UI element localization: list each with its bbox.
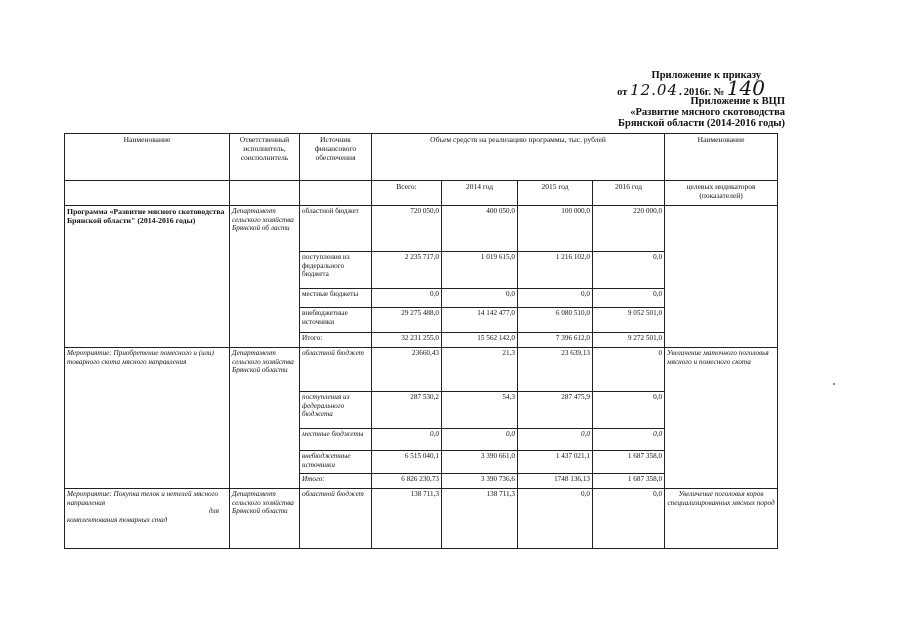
measure2-name-part2: для bbox=[208, 507, 219, 515]
y2016-cell: 0,0 bbox=[593, 489, 665, 549]
y2015-cell: 0,0 bbox=[518, 289, 593, 308]
measure2-name-part1: Мероприятие: Покупка телок и нетелей мясного направления bbox=[67, 490, 219, 507]
header-source: Источник финансового обеспечения bbox=[300, 134, 372, 181]
handwritten-number: 140 bbox=[726, 76, 765, 100]
source-cell: поступления из федерального бюджета bbox=[300, 392, 372, 429]
table-subheader-row bbox=[65, 181, 778, 206]
source-cell: Итого: bbox=[300, 333, 372, 348]
subheader-total: Всего: bbox=[372, 181, 442, 206]
y2016-cell: 9 272 501,0 bbox=[593, 333, 665, 348]
program-responsible: Департамент сельского хозяйства Брянской об ласти bbox=[230, 206, 300, 348]
y2014-cell: 3 390 736,6 bbox=[442, 474, 518, 489]
y2015-cell: 23 639,13 bbox=[518, 348, 593, 392]
source-cell: местные бюджеты bbox=[300, 289, 372, 308]
y2014-cell: 54,3 bbox=[442, 392, 518, 429]
measure2-name-part3: комплектования товарных стад bbox=[67, 515, 168, 524]
table-row bbox=[65, 348, 778, 392]
measure2-name bbox=[65, 489, 230, 549]
source-cell: внебюджетные источники bbox=[300, 308, 372, 333]
measure2-responsible: Департамент сельского хозяйства Брянской области bbox=[230, 489, 300, 549]
measure1-name: Мероприятие: Приобретение помесного и (или) товарного скота мясного направления bbox=[65, 348, 230, 489]
y2016-cell: 0,0 bbox=[593, 392, 665, 429]
y2014-cell: 138 711,3 bbox=[442, 489, 518, 549]
vcp-appendix-title: Приложение к ВЦП bbox=[690, 96, 785, 107]
handwritten-date: 12.04. bbox=[630, 81, 684, 99]
y2015-cell: 287 475,9 bbox=[518, 392, 593, 429]
empty-cell bbox=[230, 181, 300, 206]
empty-cell bbox=[65, 181, 230, 206]
total-cell: 0,0 bbox=[372, 289, 442, 308]
header-name: Наименование bbox=[65, 134, 230, 181]
header-responsible: Ответственный исполнитель, соисполнитель bbox=[230, 134, 300, 181]
source-cell: Итого: bbox=[300, 474, 372, 489]
y2014-cell: 400 050,0 bbox=[442, 206, 518, 252]
y2014-cell: 1 019 615,0 bbox=[442, 252, 518, 289]
empty-cell bbox=[300, 181, 372, 206]
measure2-name-line bbox=[67, 507, 227, 516]
total-cell: 287 530,2 bbox=[372, 392, 442, 429]
source-cell: внебюджетные источники bbox=[300, 451, 372, 474]
total-cell: 2 235 717,0 bbox=[372, 252, 442, 289]
subheader-indicator: целевых индикаторов (показателей) bbox=[665, 181, 778, 206]
header-indicator: Наименование bbox=[665, 134, 778, 181]
table-row bbox=[65, 489, 778, 549]
subheader-2015: 2015 год bbox=[518, 181, 593, 206]
order-year-label: 2016г. № bbox=[683, 87, 725, 98]
y2015-cell: 100 000,0 bbox=[518, 206, 593, 252]
y2015-cell: 1 437 021,1 bbox=[518, 451, 593, 474]
measure2-indicator: Увеличение поголовья коров специализированных мясных пород bbox=[665, 489, 778, 549]
total-cell: 138 711,3 bbox=[372, 489, 442, 549]
y2014-cell: 15 562 142,0 bbox=[442, 333, 518, 348]
vcp-name-line2: Брянской области (2014-2016 годы) bbox=[618, 118, 785, 129]
y2014-cell: 0,0 bbox=[442, 429, 518, 451]
table-header-row bbox=[65, 134, 778, 181]
program-indicator bbox=[665, 206, 778, 348]
total-cell: 32 231 255,0 bbox=[372, 333, 442, 348]
y2015-cell: 1 216 102,0 bbox=[518, 252, 593, 289]
header-volume: Объем средств на реализацию программы, тыс. рублей bbox=[372, 134, 665, 181]
source-cell: местные бюджеты bbox=[300, 429, 372, 451]
source-cell: областной бюджет bbox=[300, 348, 372, 392]
y2016-cell: 9 052 501,0 bbox=[593, 308, 665, 333]
scan-speck bbox=[833, 383, 835, 385]
measure1-indicator: Увеличение маточного поголовья мясного и помесного скота bbox=[665, 348, 778, 489]
total-cell: 0,0 bbox=[372, 429, 442, 451]
total-cell: 6 826 230,73 bbox=[372, 474, 442, 489]
y2014-cell: 3 390 661,0 bbox=[442, 451, 518, 474]
y2016-cell: 0,0 bbox=[593, 252, 665, 289]
source-cell: областной бюджет bbox=[300, 206, 372, 252]
y2014-cell: 0,0 bbox=[442, 289, 518, 308]
program-name: Программа «Развитие мясного скотоводства Брянской области" (2014-2016 годы) bbox=[65, 206, 230, 348]
y2015-cell: 0,0 bbox=[518, 489, 593, 549]
y2015-cell: 0,0 bbox=[518, 429, 593, 451]
y2014-cell: 21,3 bbox=[442, 348, 518, 392]
subheader-2014: 2014 год bbox=[442, 181, 518, 206]
source-cell: областной бюджет bbox=[300, 489, 372, 549]
y2016-cell: 0 bbox=[593, 348, 665, 392]
total-cell: 29 275 488,0 bbox=[372, 308, 442, 333]
financing-table bbox=[64, 133, 778, 549]
y2015-cell: 1748 136,13 bbox=[518, 474, 593, 489]
table-row bbox=[65, 206, 778, 252]
y2015-cell: 6 080 510,0 bbox=[518, 308, 593, 333]
y2016-cell: 0,0 bbox=[593, 289, 665, 308]
order-date-prefix: от bbox=[617, 87, 628, 98]
total-cell: 23660,43 bbox=[372, 348, 442, 392]
order-appendix-title: Приложение к приказу bbox=[651, 70, 761, 81]
vcp-name-line1: «Развитие мясного скотоводства bbox=[630, 107, 785, 118]
y2016-cell: 0,0 bbox=[593, 429, 665, 451]
measure1-responsible: Департамент сельского хозяйства Брянской области bbox=[230, 348, 300, 489]
y2016-cell: 220 000,0 bbox=[593, 206, 665, 252]
y2014-cell: 14 142 477,0 bbox=[442, 308, 518, 333]
total-cell: 720 050,0 bbox=[372, 206, 442, 252]
y2016-cell: 1 687 358,0 bbox=[593, 451, 665, 474]
y2015-cell: 7 396 612,0 bbox=[518, 333, 593, 348]
subheader-2016: 2016 год bbox=[593, 181, 665, 206]
y2016-cell: 1 687 358,0 bbox=[593, 474, 665, 489]
source-cell: поступления из федерального бюджета bbox=[300, 252, 372, 289]
total-cell: 6 515 040,1 bbox=[372, 451, 442, 474]
